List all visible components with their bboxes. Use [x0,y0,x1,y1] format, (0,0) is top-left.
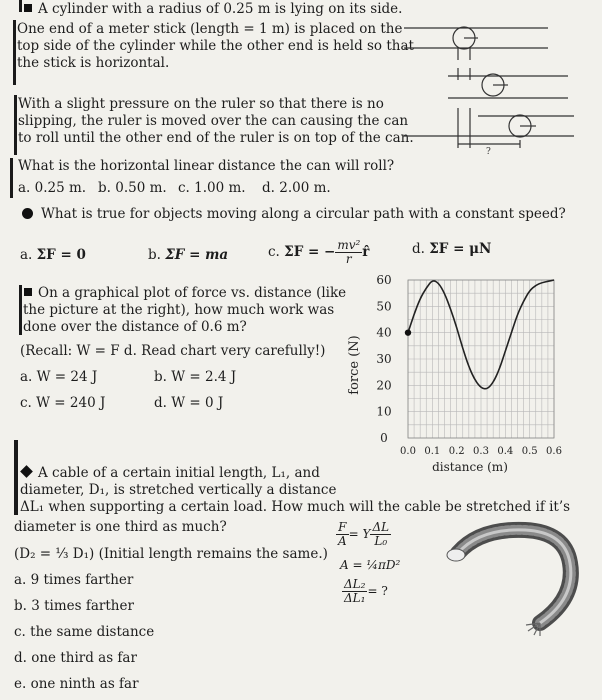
q3-choice-a[interactable]: a. W = 24 J [20,369,98,385]
y-tick-label: 50 [376,299,392,314]
q1-line-1: A cylinder with a radius of 0.25 m is lying on its side. [24,1,402,18]
q1-margin-bar [14,95,17,155]
q2-choice-b[interactable]: b. ΣF = ma [148,247,229,263]
bullet-square-icon [24,4,32,12]
rolling-can-figure [398,18,578,158]
figure-distance-label: ? [486,147,491,157]
q4-choice-e[interactable]: e. one ninth as far [14,676,139,692]
q4-formula-area: A = ¼πD² [340,558,401,572]
start-point-marker [405,329,411,335]
x-tick-label: 0.5 [521,446,538,457]
q1-choice-d[interactable]: d. 2.00 m. [262,180,331,196]
q4-line-1: A cable of a certain initial length, L₁, and [22,465,320,482]
y-tick-label: 40 [376,325,392,340]
x-tick-label: 0.3 [473,446,489,457]
x-axis-label: distance (m) [432,460,508,474]
x-tick-label: 0.6 [546,446,562,457]
q4-choice-d[interactable]: d. one third as far [14,650,137,666]
q4-choice-b[interactable]: b. 3 times farther [14,598,134,614]
q3-choice-c[interactable]: c. W = 240 J [20,395,106,411]
q3-line-3: done over the distance of 0.6 m? [23,319,247,335]
x-tick-label: 0.4 [497,446,514,457]
q4-margin-bar [14,440,18,515]
q1-line-7: to roll until the other end of the ruler is on top of the can. [18,130,414,146]
q2-choice-d[interactable]: d. ΣF = μN [412,241,492,257]
q1-margin-bar [13,20,16,85]
q4-formula-stress: $\frac{F}{A}$ = Y $\frac{\Delta L}{\text{L₀}}$ [338,520,390,548]
q1-choice-c[interactable]: c. 1.00 m. [178,180,246,196]
cable-illustration [440,508,595,638]
force-distance-chart [330,270,580,480]
y-tick-label: 0 [380,431,388,445]
q2-question: What is true for objects moving along a circular path with a constant speed? [22,206,566,223]
q1-line-4: the stick is horizontal. [17,55,170,71]
q4-choice-a[interactable]: a. 9 times farther [14,572,134,588]
q1-margin-bar [10,158,13,198]
q1-line-2: One end of a meter stick (length = 1 m) is placed on the [17,21,403,37]
q3-line-2: the picture at the right), how much work was [23,302,335,318]
q4-line-5: (D₂ = ⅓ D₁) (Initial length remains the same.) [14,546,328,562]
q4-formula-ratio: $\frac{\text{ΔL₂}}{\text{ΔL₁}}$ = ? [344,577,388,605]
q3-margin-bar [19,285,22,335]
q3-line-1: On a graphical plot of force vs. distance (like [24,285,346,302]
q4-line-2: diameter, D₁, is stretched vertically a distance [20,482,337,498]
y-tick-label: 10 [376,404,392,419]
q3-choice-b[interactable]: b. W = 2.4 J [154,369,237,385]
y-tick-label: 20 [376,378,392,393]
x-tick-label: 0.0 [400,446,416,457]
x-tick-label: 0.1 [424,446,441,457]
q1-choice-b[interactable]: b. 0.50 m. [98,180,167,196]
q1-question: What is the horizontal linear distance the can will roll? [18,158,395,174]
q1-line-5: With a slight pressure on the ruler so that there is no [18,96,384,112]
q1-margin-bar [19,0,22,12]
q4-line-4: diameter is one third as much? [14,519,227,535]
bullet-diamond-icon [20,465,33,478]
q3-choice-d[interactable]: d. W = 0 J [154,395,224,411]
q3-recall: (Recall: W = F d. Read chart very carefully!) [20,343,326,359]
q1-line-6: slipping, the ruler is moved over the can causing the can [18,113,409,129]
q1-choice-a[interactable]: a. 0.25 m. [18,180,87,196]
q2-choice-c[interactable]: c. ΣF = − $\frac{\text{mv²}}{r}$ r̂ [268,238,370,266]
q4-choice-c[interactable]: c. the same distance [14,624,155,640]
q1-line-3: top side of the cylinder while the other end is held so that [17,38,414,54]
q4-line-3: ΔL₁ when supporting a certain load. How much will the cable be stretched if it’s [20,499,571,515]
y-tick-label: 30 [376,352,392,366]
y-tick-label: 60 [376,273,392,287]
q2-choice-a[interactable]: a. ΣF = 0 [20,247,86,263]
bullet-square-icon [24,288,32,296]
bullet-circle-icon [22,208,33,219]
y-axis-label: force (N) [347,335,362,395]
x-tick-label: 0.2 [448,446,465,457]
